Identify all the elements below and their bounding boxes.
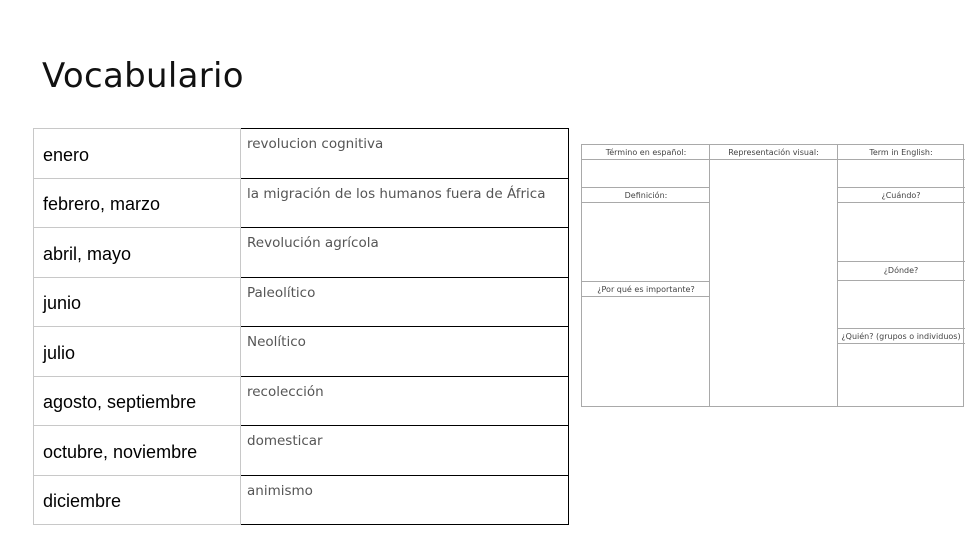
table-row — [34, 376, 569, 426]
who-label: ¿Quién? (grupos o individuos) — [837, 329, 965, 344]
term-cell[interactable]: domesticar — [241, 426, 569, 476]
month-cell — [34, 228, 241, 278]
month-label: agosto, septiembre — [43, 392, 197, 413]
term-spanish-label: Término en español: — [582, 145, 710, 160]
vocabulary-card-template — [581, 144, 964, 407]
table-row — [34, 277, 569, 327]
month-label: diciembre — [43, 491, 122, 512]
where-label: ¿Dónde? — [883, 266, 919, 275]
slide-title: Vocabulario — [42, 56, 244, 96]
card-left-column — [582, 145, 710, 406]
table-row — [34, 228, 569, 278]
term-cell[interactable]: Revolución agrícola — [241, 228, 569, 278]
month-cell — [34, 327, 241, 377]
month-label: febrero, marzo — [43, 194, 161, 215]
month-cell — [34, 277, 241, 327]
term-cell[interactable]: recolección — [241, 376, 569, 426]
month-cell — [34, 178, 241, 228]
when-label: ¿Cuándo? — [837, 188, 965, 203]
term-cell[interactable]: Neolítico — [241, 327, 569, 377]
month-cell — [34, 426, 241, 476]
term-cell[interactable]: animismo — [241, 475, 569, 525]
card-right-column — [837, 145, 965, 406]
term-cell[interactable]: revolucion cognitiva — [241, 129, 569, 179]
table-row — [34, 178, 569, 228]
table-row — [34, 327, 569, 377]
table-row — [34, 426, 569, 476]
definition-label: Definición: — [582, 188, 710, 203]
term-english-label: Term in English: — [837, 145, 965, 160]
divider — [837, 280, 965, 281]
month-cell — [34, 475, 241, 525]
why-important-label: ¿Por qué es importante? — [582, 282, 710, 297]
month-label: octubre, noviembre — [43, 441, 198, 462]
term-cell[interactable]: la migración de los humanos fuera de África — [241, 178, 569, 228]
card-middle-column — [709, 145, 838, 406]
month-cell — [34, 129, 241, 179]
term-cell[interactable]: Paleolítico — [241, 277, 569, 327]
month-label: abril, mayo — [43, 243, 132, 264]
vocabulary-table — [33, 128, 569, 525]
table-row — [34, 129, 569, 179]
month-cell — [34, 376, 241, 426]
month-label: julio — [43, 342, 76, 363]
table-row — [34, 475, 569, 525]
month-label: enero — [43, 144, 90, 165]
visual-representation-label: Representación visual: — [710, 145, 837, 160]
month-label: junio — [43, 293, 82, 314]
